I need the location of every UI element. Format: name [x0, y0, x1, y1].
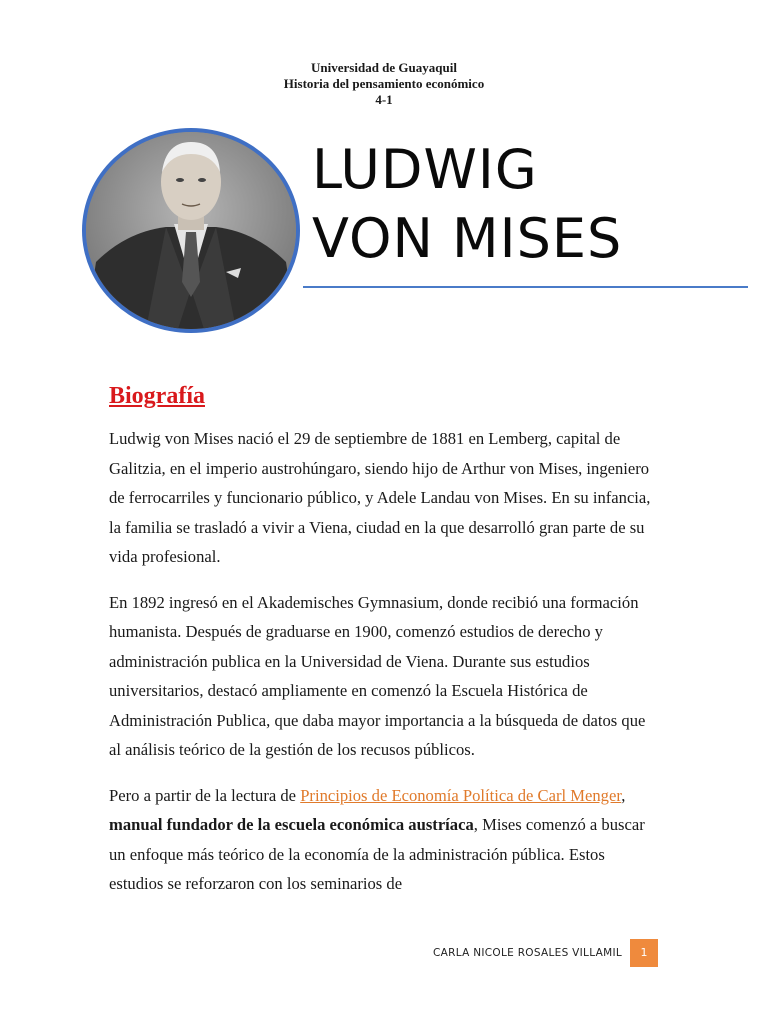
document-header	[0, 60, 768, 108]
title-line-1: LUDWIG	[312, 138, 538, 201]
biography-body	[109, 424, 659, 915]
page-title	[312, 135, 622, 273]
paragraph-3-separator: ,	[621, 785, 626, 805]
paragraph-3-bold: manual fundador de la escuela económica austríaca	[109, 815, 474, 834]
paragraph-2: En 1892 ingresó en el Akademisches Gymnasium, donde recibió una formación humanista. Después de graduarse en 1900, comenzó estudios de derecho y administración publica en la Universidad de Viena. Durante sus estudios universitarios, destacó ampliamente en comenzó la Escuela Histórica de Administración Publica, que daba mayor importancia a la búsqueda de datos que al análisis teórico de la gestión de los recusos públicos.	[109, 592, 646, 759]
footer-author: CARLA NICOLE ROSALES VILLAMIL	[433, 947, 622, 959]
course-section: 4-1	[375, 92, 393, 107]
course-name: Historia del pensamiento económico	[283, 76, 485, 91]
page-number-badge: 1	[630, 939, 658, 967]
paragraph-3	[109, 781, 659, 899]
menger-book-link[interactable]: Principios de Economía Política de Carl Menger	[300, 785, 622, 805]
portrait-image	[86, 132, 296, 329]
title-line-2: VON MISES	[312, 207, 623, 270]
title-divider	[303, 286, 748, 288]
biography-heading: Biografía	[109, 383, 205, 409]
portrait-photo	[82, 128, 300, 333]
paragraph-3-end: , Mises comenzó a buscar un enfoque más teórico de la economía de la administración pública. Estos estudios se reforzaron con los seminarios de	[109, 815, 645, 893]
page-footer	[0, 939, 768, 969]
paragraph-1: Ludwig von Mises nació el 29 de septiembre de 1881 en Lemberg, capital de Galitzia, en el imperio austrohúngaro, siendo hijo de Arthur von Mises, ingeniero de ferrocarriles y funcionario público, y Adele Landau von Mises. En su infancia, la familia se trasladó a vivir a Viena, ciudad en la que desarrolló gran parte de su vida profesional.	[109, 429, 651, 566]
university-name: Universidad de Guayaquil	[311, 60, 457, 75]
paragraph-3-start: Pero a partir de la lectura de	[109, 785, 301, 805]
